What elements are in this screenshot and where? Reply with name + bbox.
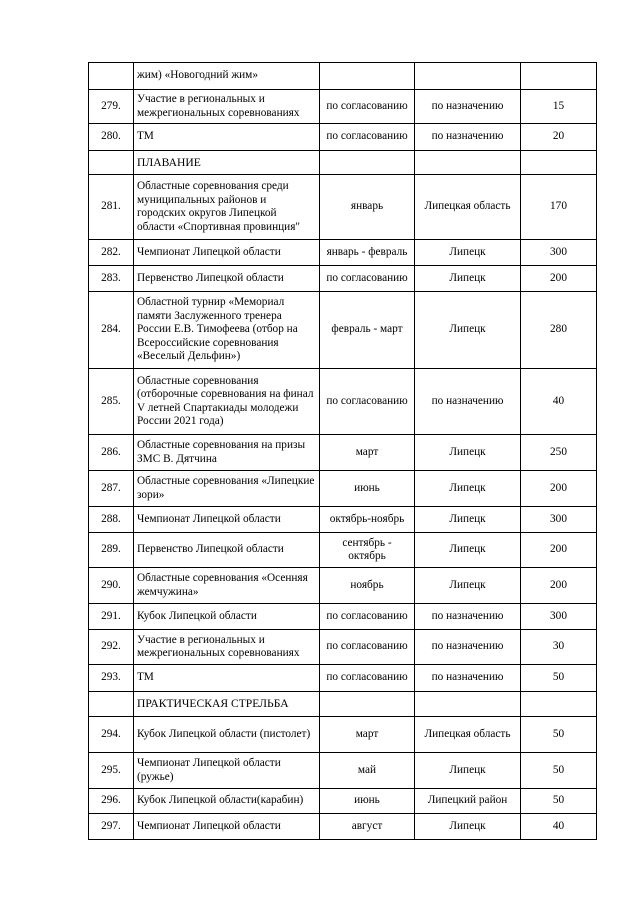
event-venue: по назначению: [415, 604, 521, 630]
event-dates: ноябрь: [320, 568, 415, 604]
event-venue: [415, 63, 521, 90]
participant-count: 200: [521, 533, 597, 568]
event-dates: сентябрь - октябрь: [320, 533, 415, 568]
event-dates: февраль - март: [320, 292, 415, 369]
event-number: 296.: [89, 789, 134, 814]
event-number: 295.: [89, 753, 134, 789]
event-name: Чемпионат Липецкой области: [134, 507, 320, 533]
event-dates: по согласованию: [320, 369, 415, 435]
event-number: [89, 692, 134, 717]
table-row: [89, 292, 597, 369]
event-number: 287.: [89, 471, 134, 507]
event-number: 282.: [89, 240, 134, 266]
events-table-body: [89, 63, 597, 840]
table-row: [89, 665, 597, 692]
table-row: [89, 630, 597, 665]
event-venue: Липецк: [415, 533, 521, 568]
event-dates: март: [320, 717, 415, 753]
event-dates: май: [320, 753, 415, 789]
participant-count: 40: [521, 369, 597, 435]
participant-count: 300: [521, 507, 597, 533]
event-number: 294.: [89, 717, 134, 753]
event-venue: по назначению: [415, 90, 521, 124]
event-dates: [320, 151, 415, 175]
event-venue: Липецк: [415, 292, 521, 369]
event-name: Областные соревнования «Осенняя жемчужина»: [134, 568, 320, 604]
event-name: Первенство Липецкой области: [134, 533, 320, 568]
event-number: [89, 151, 134, 175]
participant-count: 300: [521, 604, 597, 630]
event-dates: июнь: [320, 471, 415, 507]
table-row: [89, 753, 597, 789]
event-dates: октябрь-ноябрь: [320, 507, 415, 533]
event-name: Областной турнир «Мемориал памяти Заслуженного тренера России Е.В. Тимофеева (отбор на Всероссийские соревнования «Веселый Дельфин»): [134, 292, 320, 369]
participant-count: 300: [521, 240, 597, 266]
event-number: 279.: [89, 90, 134, 124]
event-name: Чемпионат Липецкой области (ружье): [134, 753, 320, 789]
event-name: ТМ: [134, 665, 320, 692]
table-row: [89, 124, 597, 151]
table-row: [89, 717, 597, 753]
event-venue: Липецк: [415, 568, 521, 604]
event-venue: [415, 151, 521, 175]
event-dates: [320, 63, 415, 90]
table-row: [89, 507, 597, 533]
event-number: 290.: [89, 568, 134, 604]
events-calendar-page: [88, 62, 596, 840]
table-row: [89, 266, 597, 292]
event-name: Областные соревнования «Липецкие зори»: [134, 471, 320, 507]
event-number: 289.: [89, 533, 134, 568]
participant-count: 50: [521, 753, 597, 789]
participant-count: 200: [521, 471, 597, 507]
event-venue: Липецк: [415, 240, 521, 266]
event-dates: по согласованию: [320, 604, 415, 630]
events-table: [88, 62, 597, 840]
participant-count: 20: [521, 124, 597, 151]
event-name: ТМ: [134, 124, 320, 151]
participant-count: 280: [521, 292, 597, 369]
section-title: ПЛАВАНИЕ: [134, 151, 320, 175]
event-dates: июнь: [320, 789, 415, 814]
event-dates: январь - февраль: [320, 240, 415, 266]
event-number: 293.: [89, 665, 134, 692]
participant-count: [521, 63, 597, 90]
table-row: [89, 63, 597, 90]
event-name: Областные соревнования (отборочные соревнования на финал V летней Спартакиады молодежи России 2021 года): [134, 369, 320, 435]
event-number: 297.: [89, 814, 134, 840]
table-row: [89, 568, 597, 604]
event-venue: по назначению: [415, 665, 521, 692]
event-number: [89, 63, 134, 90]
event-venue: Липецкая область: [415, 717, 521, 753]
event-name: Чемпионат Липецкой области: [134, 240, 320, 266]
event-name: Участие в региональных и межрегиональных соревнованиях: [134, 630, 320, 665]
participant-count: 200: [521, 266, 597, 292]
table-row: [89, 435, 597, 471]
event-dates: по согласованию: [320, 266, 415, 292]
event-name: Областные соревнования на призы ЗМС В. Дятчина: [134, 435, 320, 471]
section-title: ПРАКТИЧЕСКАЯ СТРЕЛЬБА: [134, 692, 320, 717]
event-name: Участие в региональных и межрегиональных соревнованиях: [134, 90, 320, 124]
section-header-row: [89, 151, 597, 175]
table-row: [89, 90, 597, 124]
event-dates: по согласованию: [320, 90, 415, 124]
event-number: 283.: [89, 266, 134, 292]
table-row: [89, 533, 597, 568]
event-venue: Липецк: [415, 507, 521, 533]
participant-count: 50: [521, 789, 597, 814]
event-number: 285.: [89, 369, 134, 435]
event-number: 286.: [89, 435, 134, 471]
event-name: Чемпионат Липецкой области: [134, 814, 320, 840]
event-name: Кубок Липецкой области(карабин): [134, 789, 320, 814]
event-number: 281.: [89, 175, 134, 240]
table-row: [89, 604, 597, 630]
participant-count: [521, 692, 597, 717]
participant-count: 200: [521, 568, 597, 604]
participant-count: [521, 151, 597, 175]
event-number: 284.: [89, 292, 134, 369]
event-venue: Липецк: [415, 471, 521, 507]
event-name: Первенство Липецкой области: [134, 266, 320, 292]
table-row: [89, 814, 597, 840]
table-row: [89, 175, 597, 240]
event-dates: по согласованию: [320, 630, 415, 665]
event-dates: январь: [320, 175, 415, 240]
event-venue: по назначению: [415, 369, 521, 435]
event-dates: [320, 692, 415, 717]
event-number: 291.: [89, 604, 134, 630]
participant-count: 15: [521, 90, 597, 124]
event-name: Областные соревнования среди муниципальных районов и городских округов Липецкой области «Спортивная провинция": [134, 175, 320, 240]
event-dates: по согласованию: [320, 124, 415, 151]
event-number: 288.: [89, 507, 134, 533]
participant-count: 30: [521, 630, 597, 665]
table-row: [89, 789, 597, 814]
event-venue: Липецкий район: [415, 789, 521, 814]
participant-count: 250: [521, 435, 597, 471]
event-number: 292.: [89, 630, 134, 665]
event-venue: Липецк: [415, 814, 521, 840]
event-name: Кубок Липецкой области (пистолет): [134, 717, 320, 753]
event-venue: Липецкая область: [415, 175, 521, 240]
table-row: [89, 471, 597, 507]
event-venue: Липецк: [415, 266, 521, 292]
event-dates: март: [320, 435, 415, 471]
event-venue: по назначению: [415, 630, 521, 665]
event-dates: август: [320, 814, 415, 840]
participant-count: 40: [521, 814, 597, 840]
event-venue: [415, 692, 521, 717]
section-header-row: [89, 692, 597, 717]
participant-count: 50: [521, 665, 597, 692]
event-dates: по согласованию: [320, 665, 415, 692]
event-venue: Липецк: [415, 435, 521, 471]
participant-count: 50: [521, 717, 597, 753]
participant-count: 170: [521, 175, 597, 240]
event-number: 280.: [89, 124, 134, 151]
table-row: [89, 240, 597, 266]
event-name: Кубок Липецкой области: [134, 604, 320, 630]
event-name: жим) «Новогодний жим»: [134, 63, 320, 90]
event-venue: по назначению: [415, 124, 521, 151]
table-row: [89, 369, 597, 435]
event-venue: Липецк: [415, 753, 521, 789]
